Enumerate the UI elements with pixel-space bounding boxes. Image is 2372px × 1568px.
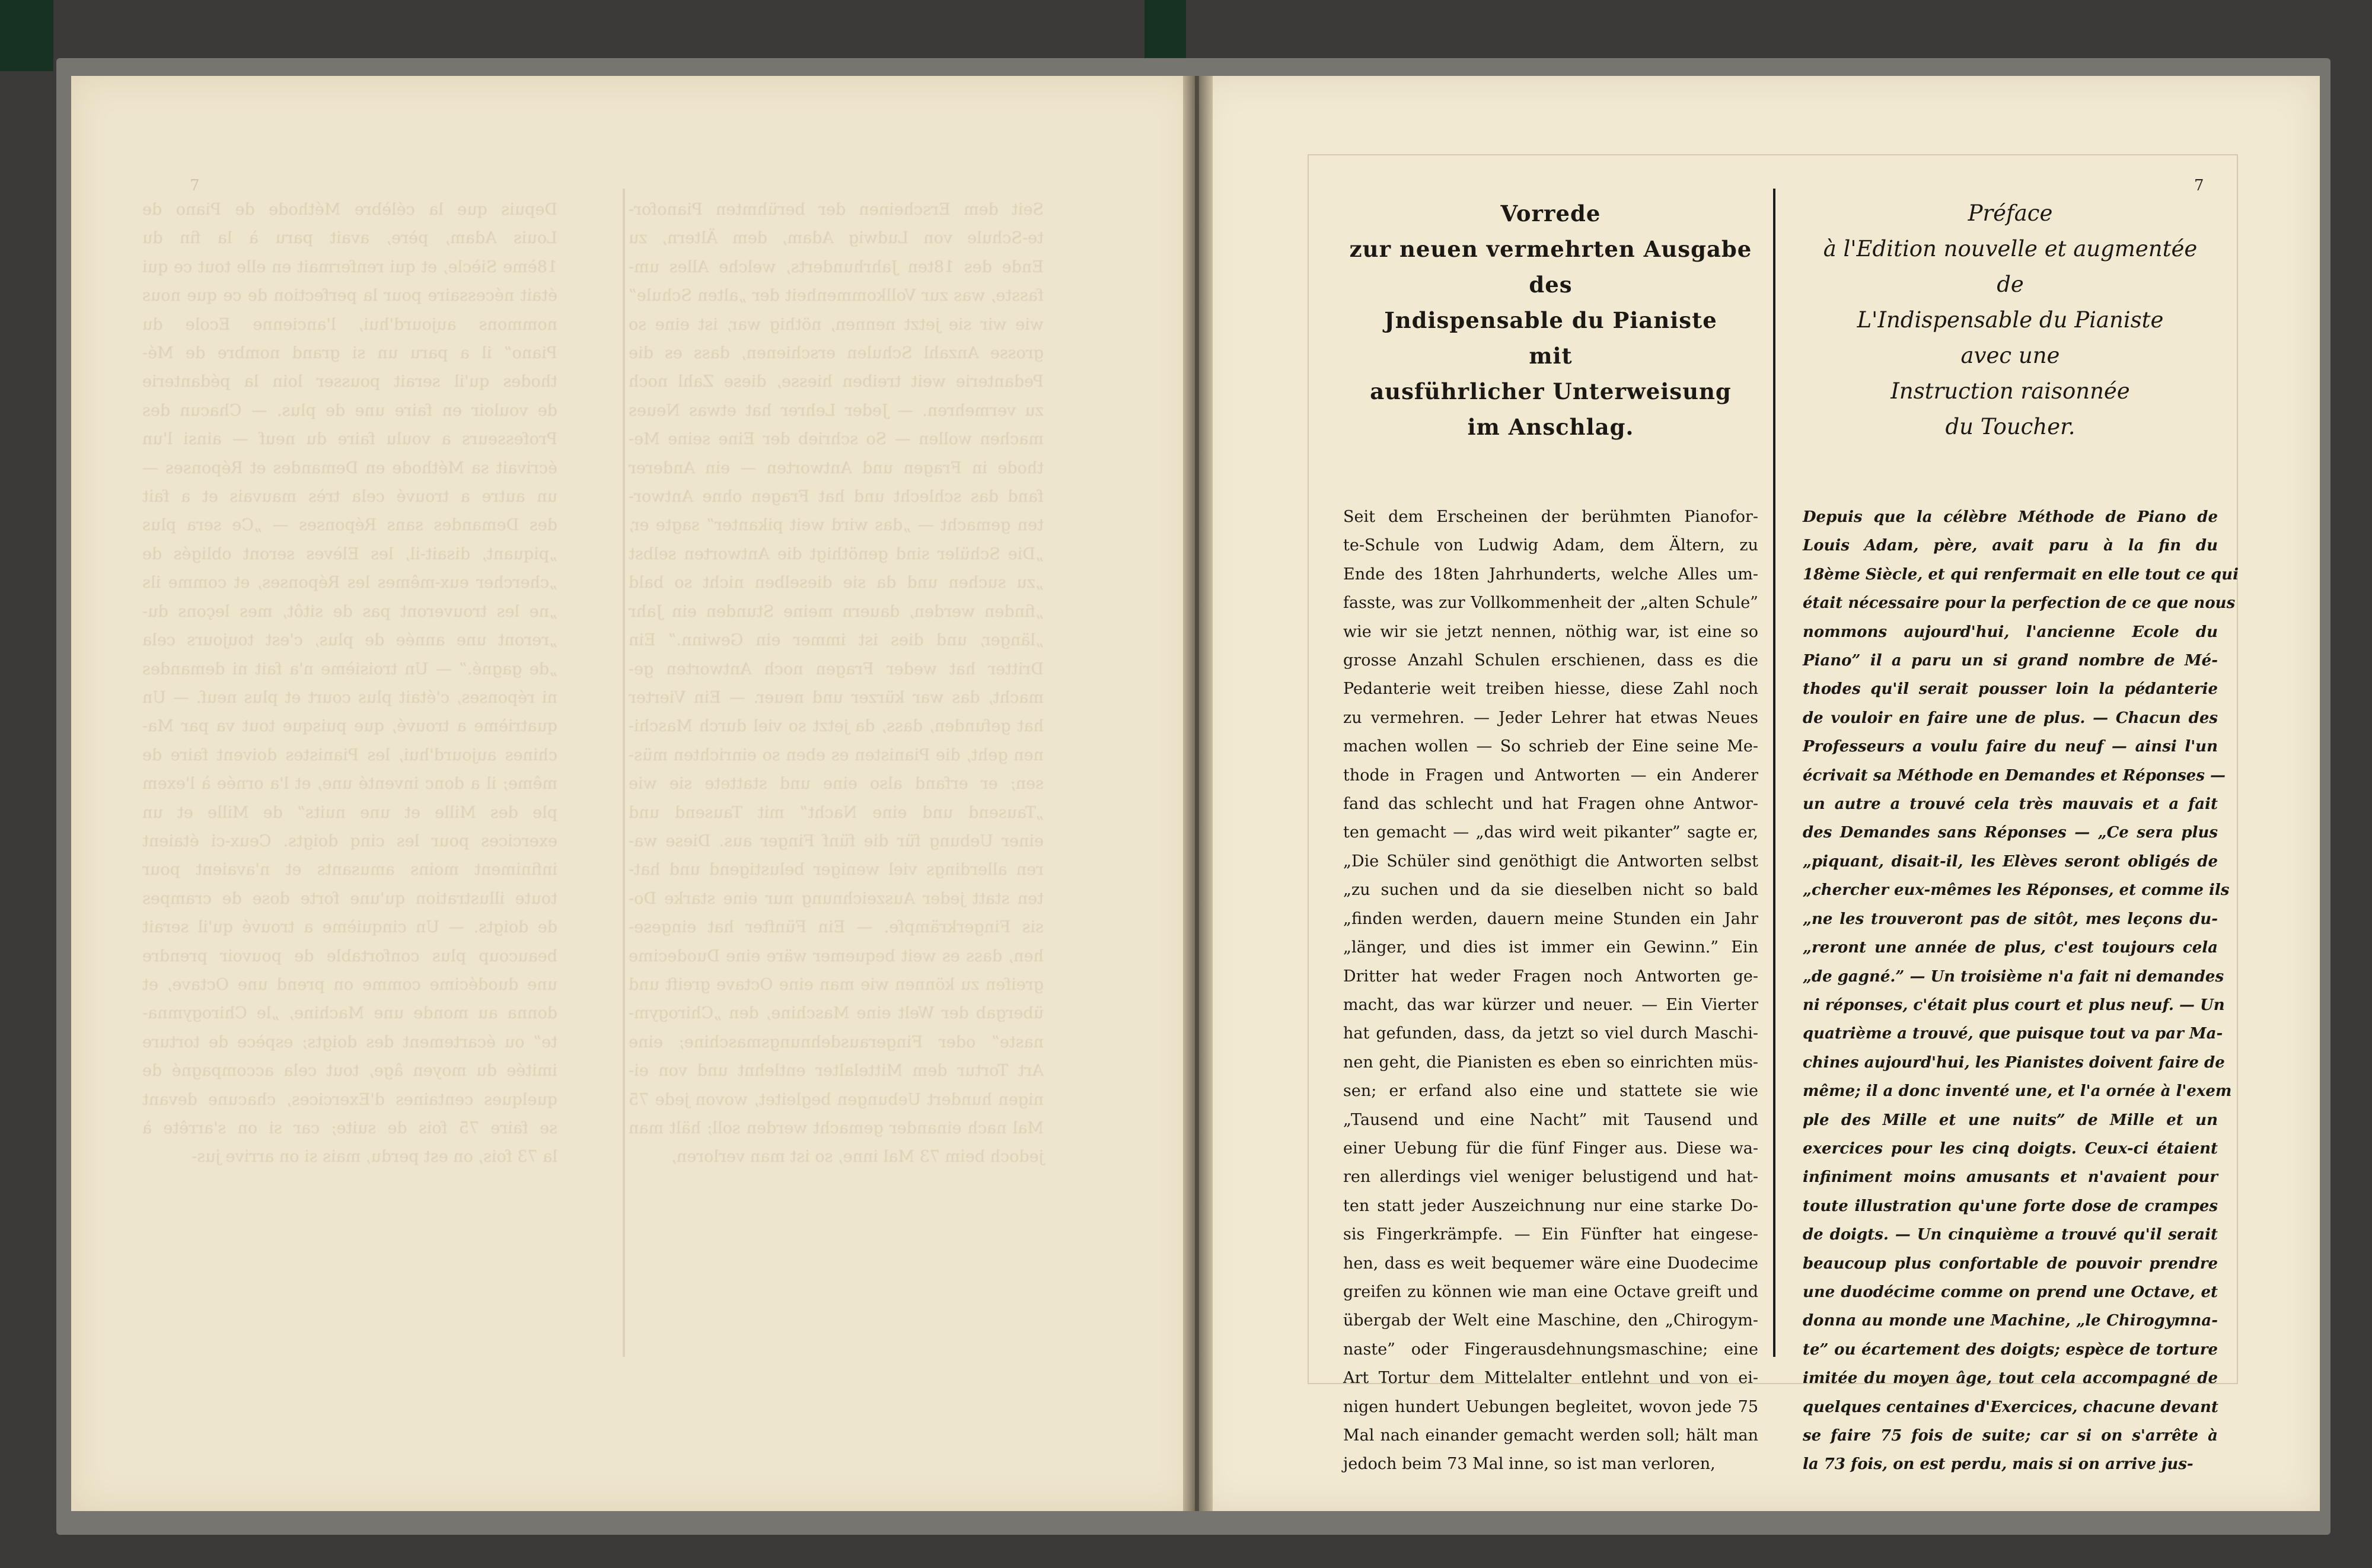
french-heading-line: Instruction raisonnée	[1890, 378, 2130, 404]
bleed-through-line: fand das schlecht und hat Fragen ohne Antwor-	[629, 487, 1044, 506]
german-heading-line: im Anschlag.	[1467, 414, 1634, 440]
bleed-through-line: Ende des 18ten Jahrhunderts, welche Alles um-	[629, 257, 1044, 276]
french-text-line: chines aujourd'hui, les Pianistes doivent faire de	[1803, 1053, 2225, 1072]
german-text-line: fasste, was zur Vollkommenheit der „alten Schule”	[1343, 594, 1758, 613]
bleed-through-line: ple des Mille et une nuits” de Mille et un	[142, 803, 557, 822]
french-text-line: un autre a trouvé cela très mauvais et a fait	[1803, 795, 2218, 814]
bleed-through-line: même; il a donc inventé une, et l'a ornée à l'exem	[142, 775, 557, 793]
german-body	[1343, 503, 1758, 1479]
german-text-line: einer Uebung für die fünf Finger aus. Diese wa-	[1343, 1139, 1758, 1158]
french-text-line: nommons aujourd'hui, l'ancienne Ecole du	[1803, 623, 2218, 641]
german-text-line: nen geht, die Pianisten es eben so einrichten müs-	[1343, 1053, 1758, 1072]
bleed-through-line: einer Uebung für die fünf Finger aus. Diese wa-	[629, 831, 1044, 850]
bleed-through-line: un autre a trouvé cela très mauvais et a fait	[142, 487, 557, 506]
german-text-line: naste” oder Fingerausdehnungsmaschine; eine	[1343, 1340, 1758, 1359]
german-text-line: sen; er erfand also eine und stattete sie wie	[1343, 1082, 1758, 1101]
french-heading-line: L'Indispensable du Pianiste	[1857, 307, 2164, 333]
bleed-through-line: sen; er erfand also eine und stattete sie wie	[629, 775, 1044, 793]
french-text-line: infiniment moins amusants et n'avaient pour	[1803, 1168, 2218, 1187]
french-text-line: une duodécime comme on prend une Octave, et	[1803, 1283, 2218, 1301]
bleed-through-line: machen wollen — So schrieb der Eine seine Me-	[629, 430, 1044, 449]
bleed-through-line: „chercher eux-mêmes les Réponses, et comme ils	[142, 573, 557, 592]
french-column	[1803, 196, 2239, 1479]
french-heading	[1803, 196, 2218, 445]
bleed-through-line: nen geht, die Pianisten es eben so einrichten müs-	[629, 745, 1044, 764]
bleed-through-line: te” ou écartement des doigts; espèce de torture	[142, 1032, 557, 1051]
book-gutter	[1183, 76, 1213, 1511]
german-text-line: übergab der Welt eine Maschine, den „Chirogym-	[1343, 1311, 1758, 1330]
french-text-line: beaucoup plus confortable de pouvoir prendre	[1803, 1254, 2218, 1273]
bleed-through-line: une duodécime comme on prend une Octave, et	[142, 975, 557, 994]
french-text-line: „piquant, disait-il, les Elèves seront obligés de	[1803, 852, 2218, 871]
french-text-line: Depuis que la célèbre Méthode de Piano de	[1803, 508, 2218, 526]
german-text-line: zu vermehren. — Jeder Lehrer hat etwas Neues	[1343, 708, 1758, 727]
bleed-through-line: hat gefunden, dass, da jetzt so viel durch Maschi-	[629, 717, 1044, 736]
french-text-line: 18ème Siècle, et qui renfermait en elle tout ce qui	[1803, 565, 2239, 584]
german-heading-line: zur neuen vermehrten Ausgabe	[1349, 236, 1752, 262]
french-body	[1803, 503, 2239, 1479]
bleed-through-line: „finden werden, dauern meine Stunden ein Jahr	[629, 602, 1044, 621]
bleed-through-line: übergab der Welt eine Maschine, den „Chirogym-	[629, 1004, 1044, 1023]
bleed-through-line: Art Tortur dem Mittelalter entlehnt und von ei-	[629, 1062, 1044, 1081]
bleed-through-line: thodes qu'il serait pousser loin la pédanterie	[142, 372, 557, 391]
bleed-through-line: grosse Anzahl Schulen erschienen, dass es die	[629, 344, 1044, 363]
bleed-through-line: toute illustration qu'une forte dose de crampes	[142, 889, 557, 908]
german-text-line: grosse Anzahl Schulen erschienen, dass es die	[1343, 651, 1758, 670]
bleed-through-line: chines aujourd'hui, les Pianistes doivent faire de	[142, 745, 557, 764]
french-text-line: Louis Adam, père, avait paru à la fin du	[1803, 537, 2218, 555]
german-text-line: hat gefunden, dass, da jetzt so viel durch Maschi-	[1343, 1024, 1758, 1043]
french-text-line: même; il a donc inventé une, et l'a ornée à l'exem	[1803, 1082, 2232, 1101]
bleed-through-line: hen, dass es weit bequemer wäre eine Duodecime	[629, 946, 1044, 965]
german-heading-line: des	[1529, 272, 1573, 298]
german-text-line: wie wir sie jetzt nennen, nöthig war, ist eine so	[1343, 622, 1758, 641]
german-text-line: nigen hundert Uebungen begleitet, wovon jede 75	[1343, 1397, 1758, 1416]
bleed-through-line: Seit dem Erscheinen der berühmten Pianofor-	[629, 200, 1044, 219]
french-text-line: ple des Mille et une nuits” de Mille et un	[1803, 1111, 2218, 1129]
german-text-line: fand das schlecht und hat Fragen ohne Antwor-	[1343, 795, 1758, 814]
bleed-through-line: exercices pour les cinq doigts. Ceux-ci étaient	[142, 831, 557, 850]
german-text-line: ten statt jeder Auszeichnung nur eine starke Do-	[1343, 1196, 1758, 1215]
bleed-through-line: écrivait sa Méthode en Demandes et Réponses —	[142, 458, 557, 477]
bleed-through-line: Professeurs a voulu faire du neuf — ainsi l'un	[142, 430, 557, 449]
bleed-through-line: „Die Schüler sind genöthigt die Antworten selbst	[629, 544, 1044, 563]
bleed-through-line: „zu suchen und da sie dieselben nicht so bald	[629, 573, 1044, 592]
german-text-line: Mal nach einander gemacht werden soll; hält man	[1343, 1426, 1758, 1445]
bleed-through-line: ten gemacht — „das wird weit pikanter” sagte er,	[629, 516, 1044, 535]
bleed-through-line: ren allerdings viel weniger belustigend und hat-	[629, 861, 1044, 879]
german-text-line: machen wollen — So schrieb der Eine seine Me-	[1343, 737, 1758, 756]
bleed-through-line: sis Fingerkrämpfe. — Ein Fünfter hat eingese-	[629, 918, 1044, 937]
french-text-line: te” ou écartement des doigts; espèce de torture	[1803, 1340, 2218, 1359]
french-heading-line: à l'Edition nouvelle et augmentée	[1823, 236, 2198, 262]
bleed-through-line: macht, das war kürzer und neuer. — Ein Vierter	[629, 688, 1044, 707]
german-text-line: ten gemacht — „das wird weit pikanter” sagte er,	[1343, 823, 1758, 842]
bleed-through-line: „Tausend und eine Nacht” mit Tausend und	[629, 803, 1044, 822]
bleed-through-line: donna au monde une Machine, „le Chirogymna-	[142, 1004, 557, 1023]
column-divider	[1773, 189, 1775, 1357]
french-text-line: des Demandes sans Réponses — „Ce sera plus	[1803, 824, 2218, 842]
bleed-through-line: thode in Fragen und Antworten — ein Anderer	[629, 458, 1044, 477]
bleed-through-line: zu vermehren. — Jeder Lehrer hat etwas Neues	[629, 401, 1044, 420]
bleed-through-line: „reront une année de plus, c'est toujours cela	[142, 631, 557, 650]
german-text-line: greifen zu können wie man eine Octave greift und	[1343, 1282, 1758, 1301]
german-heading-line: ausführlicher Unterweisung	[1370, 378, 1732, 404]
bleed-through-line: fasste, was zur Vollkommenheit der „alten Schule”	[629, 286, 1044, 305]
bleed-through-line: Pedanterie weit treiben hiesse, diese Zahl noch	[629, 372, 1044, 391]
french-text-line: „reront une année de plus, c'est toujours cela	[1803, 939, 2218, 957]
french-text-line: „chercher eux-mêmes les Réponses, et comme ils	[1803, 881, 2230, 900]
bleed-through-line: quelques centaines d'Exercices, chacune devant	[142, 1090, 557, 1109]
german-text-line: hen, dass es weit bequemer wäre eine Duodecime	[1343, 1254, 1758, 1273]
german-text-line: Dritter hat weder Fragen noch Antworten ge-	[1343, 967, 1758, 986]
bleed-through-french	[629, 196, 1044, 1172]
french-heading-line: de	[1997, 272, 2024, 297]
german-text-line: „Die Schüler sind genöthigt die Antworten selbst	[1343, 852, 1758, 871]
french-text-line: la 73 fois, on est perdu, mais si on arrive jus-	[1803, 1455, 2194, 1474]
background-strip-left	[0, 0, 53, 71]
bleed-through-line: ni réponses, c'était plus court et plus neuf. — Un	[142, 688, 557, 707]
bleed-through-line: était nécessaire pour la perfection de ce que nous	[142, 286, 557, 305]
bleed-through-line: „länger, und dies ist immer ein Gewinn.” Ein	[629, 631, 1044, 650]
bleed-through-line: nommons aujourd'hui, l'ancienne Ecole du	[142, 315, 557, 334]
bleed-through-line: „de gagné.” — Un troisième n'a fait ni demandes	[142, 659, 557, 678]
bleed-through-line: Depuis que la célèbre Méthode de Piano de	[142, 200, 557, 219]
bleed-through-line: la 73 fois, on est perdu, mais si on arrive jus-	[192, 1148, 557, 1167]
bleed-through-page-number: 7	[190, 177, 200, 195]
french-heading-line: du Toucher.	[1945, 414, 2076, 439]
bleed-through-line: Piano” il a paru un si grand nombre de Mé-	[142, 344, 557, 363]
french-text-line: thodes qu'il serait pousser loin la pédanterie	[1803, 680, 2218, 699]
french-text-line: exercices pour les cinq doigts. Ceux-ci étaient	[1803, 1139, 2218, 1158]
bleed-through-line: wie wir sie jetzt nennen, nöthig war, ist eine so	[629, 315, 1044, 334]
german-text-line: „finden werden, dauern meine Stunden ein Jahr	[1343, 909, 1758, 928]
french-text-line: se faire 75 fois de suite; car si on s'arrête à	[1803, 1427, 2218, 1445]
french-text-line: de doigts. — Un cinquième a trouvé qu'il serait	[1803, 1226, 2218, 1244]
french-text-line: quatrième a trouvé, que puisque tout va par Ma-	[1803, 1025, 2223, 1043]
bleed-through-line: ten statt jeder Auszeichnung nur eine starke Do-	[629, 889, 1044, 908]
german-heading	[1343, 196, 1758, 445]
french-heading-line: Préface	[1968, 200, 2053, 226]
german-heading-line: mit	[1529, 343, 1573, 369]
german-text-line: macht, das war kürzer und neuer. — Ein Vierter	[1343, 995, 1758, 1014]
bleed-through-line: jedoch beim 73 Mal inne, so ist man verloren,	[671, 1148, 1044, 1167]
bleed-through-divider	[623, 189, 625, 1357]
french-text-line: toute illustration qu'une forte dose de crampes	[1803, 1197, 2218, 1215]
bleed-through-line: Louis Adam, père, avait paru à la fin du	[142, 229, 557, 248]
bleed-through-line: beaucoup plus confortable de pouvoir prendre	[142, 946, 557, 965]
french-text-line: „ne les trouveront pas de sitôt, mes leçons du-	[1803, 910, 2218, 928]
bleed-through-german	[142, 196, 557, 1172]
french-text-line: Piano” il a paru un si grand nombre de Mé-	[1803, 652, 2218, 670]
page-number: 7	[2194, 177, 2204, 195]
french-text-line: ni réponses, c'était plus court et plus neuf. — Un	[1803, 996, 2225, 1014]
french-text-line: Professeurs a voulu faire du neuf — ainsi l'un	[1803, 738, 2218, 756]
bleed-through-line: infiniment moins amusants et n'avaient pour	[142, 861, 557, 879]
german-text-line: „zu suchen und da sie dieselben nicht so bald	[1343, 881, 1758, 900]
german-heading-line: Vorrede	[1500, 200, 1601, 227]
french-text-line: imitée du moyen âge, tout cela accompagné de	[1803, 1369, 2218, 1388]
bleed-through-line: naste” oder Fingerausdehnungsmaschine; eine	[629, 1032, 1044, 1051]
bleed-through-line: „piquant, disait-il, les Elèves seront obligés de	[142, 544, 557, 563]
german-text-line: thode in Fragen und Antworten — ein Anderer	[1343, 766, 1758, 785]
french-text-line: écrivait sa Méthode en Demandes et Réponses —	[1803, 766, 2226, 785]
french-text-line: de vouloir en faire une de plus. — Chacun des	[1803, 709, 2218, 727]
bleed-through-line: de vouloir en faire une de plus. — Chacun des	[142, 401, 557, 420]
bleed-through-line: te-Schule von Ludwig Adam, dem Ältern, zu	[629, 229, 1044, 248]
french-heading-line: avec une	[1960, 343, 2060, 368]
bleed-through-line: nigen hundert Uebungen begleitet, wovon jede 75	[629, 1090, 1044, 1109]
french-text-line: „de gagné.” — Un troisième n'a fait ni demandes	[1803, 967, 2224, 986]
german-text-line: jedoch beim 73 Mal inne, so ist man verloren,	[1343, 1455, 1716, 1474]
german-column	[1343, 196, 1758, 1479]
bleed-through-line: se faire 75 fois de suite; car si on s'arrête à	[142, 1119, 557, 1137]
bleed-through-line: des Demandes sans Réponses — „Ce sera plus	[142, 516, 557, 535]
german-text-line: sis Fingerkrämpfe. — Ein Fünfter hat eingese-	[1343, 1225, 1758, 1244]
german-text-line: Pedanterie weit treiben hiesse, diese Zahl noch	[1343, 680, 1758, 699]
bleed-through-line: de doigts. — Un cinquième a trouvé qu'il serait	[142, 918, 557, 937]
german-text-line: „Tausend und eine Nacht” mit Tausend und	[1343, 1110, 1758, 1129]
german-heading-line: Jndispensable du Pianiste	[1384, 307, 1717, 333]
german-text-line: „länger, und dies ist immer ein Gewinn.” Ein	[1343, 938, 1758, 957]
bleed-through-line: quatrième a trouvé, que puisque tout va par Ma-	[142, 717, 557, 736]
german-text-line: Art Tortur dem Mittelalter entlehnt und von ei-	[1343, 1369, 1758, 1388]
bleed-through-line: Dritter hat weder Fragen noch Antworten ge-	[629, 659, 1044, 678]
bleed-through-line: Mal nach einander gemacht werden soll; hält man	[629, 1119, 1044, 1137]
german-text-line: ren allerdings viel weniger belustigend und hat-	[1343, 1168, 1758, 1187]
bleed-through-line: greifen zu können wie man eine Octave greift und	[629, 975, 1044, 994]
french-text-line: quelques centaines d'Exercices, chacune devant	[1803, 1398, 2218, 1416]
german-text-line: Seit dem Erscheinen der berühmten Pianofor-	[1343, 508, 1758, 526]
french-text-line: était nécessaire pour la perfection de ce que nous	[1803, 594, 2236, 613]
german-text-line: Ende des 18ten Jahrhunderts, welche Alles um-	[1343, 565, 1758, 584]
bleed-through-line: „ne les trouveront pas de sitôt, mes leçons du-	[142, 602, 557, 621]
bleed-through-line: imitée du moyen âge, tout cela accompagné de	[142, 1062, 557, 1081]
german-text-line: te-Schule von Ludwig Adam, dem Ältern, zu	[1343, 536, 1758, 555]
french-text-line: donna au monde une Machine, „le Chirogymna-	[1803, 1312, 2218, 1330]
bleed-through-line: 18ème Siècle, et qui renfermait en elle tout ce qui	[142, 257, 557, 276]
